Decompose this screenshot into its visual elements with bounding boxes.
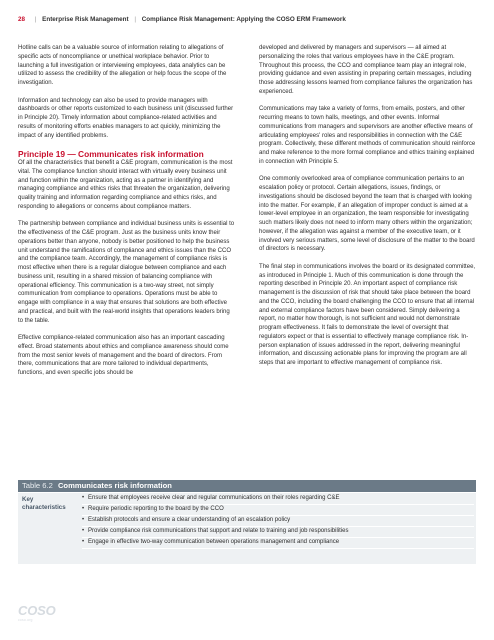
table-row-label: Key characteristics	[22, 496, 66, 511]
header-title-series: Enterprise Risk Management	[42, 16, 129, 23]
paragraph: developed and delivered by managers and supervisors — all aimed at personalizing the roles that various employees have in the C&E program. Throughout this process, the CCO and compliance team play an integral role, providing guidance and even assisting in preparing certain messages, including those addressing lessons learned from compliance failures the organization has experienced.	[259, 45, 473, 95]
table-number: Table 6.2	[22, 481, 53, 490]
coso-logo-tagline: coso.org	[18, 618, 33, 622]
paragraph: Hotline calls can be a valuable source of information relating to allegations of specific acts of noncompliance or unethical workplace behavior. Prior to launching a full investigation or interviewing employees, data analytics can be utilized to assess the credibility of the allegation or help focus the scope of the investigation.	[18, 45, 227, 86]
paragraph: The final step in communications involves the board or its designated committee, as introduced in Principle 1. Much of this communication is done through the reporting described in Principle 20. An important aspect of compliance risk management is the discussion of risk that should take place between the board and the CCO, including the board challenging the CCO to ensure that all internal and external compliance factors have been considered. Simply delivering a report, no matter how thorough, is not sufficient and would not demonstrate program effectiveness. It fails to demonstrate the level of oversight that regulators expect or that is essential to effectively manage compliance risk. In-person explanation of issues addressed in the report, delivering meaningful information, and discussing actionable plans for improving the program are all steps that are important to effective management of compliance risk.	[259, 263, 476, 366]
list-item: • Establish protocols and ensure a clear understanding of an escalation policy	[82, 516, 474, 527]
list-item: • Require periodic reporting to the board by the CCO	[82, 505, 474, 516]
list-item: • Provide compliance risk communications that support and relate to training and job responsibilities	[82, 527, 474, 538]
running-header	[18, 13, 478, 27]
paragraph: Communications may take a variety of forms, from emails, posters, and other recurring means to town halls, meetings, and other events. Informal communications from managers and supervisors are another effective means of articulating employees' roles and responsibilities in connection with the C&E program. Collectively, these different methods of communication should reinforce and make reference to the more formal compliance and ethics training explained in connection with Principle 5.	[259, 106, 476, 165]
left-column	[18, 44, 236, 387]
table-body	[18, 493, 476, 564]
paragraph: Of all the characteristics that benefit a C&E program, communication is the most vital. The compliance function should interact with virtually every business unit and function within the organization, acting as a partner in identifying and managing compliance and ethics risks that threaten the organization, delivering quality training and information regarding compliance and ethics risks, and responding to allegations or concerns about compliance matters.	[18, 160, 233, 210]
list-item: • Ensure that employees receive clear and regular communications on their roles regarding C&E	[82, 494, 474, 505]
list-item: • Engage in effective two-way communication between operations management and compliance	[82, 538, 474, 549]
table-title-bar	[18, 480, 476, 492]
header-separator: |	[34, 16, 37, 23]
paragraph: One commonly overlooked area of compliance communication pertains to an escalation policy or protocol. Certain allegations, issues, findings, or investigations should be disclosed beyond the team that is charged with looking into the matter. For example, if an allegation of improper conduct is aimed at a lower-level employee in an organization, the team responsible for investigating such matters likely does not need to inform many others within the organization; however, if the allegation was against a member of the executive team, or it involved very serious matters, some level of disclosure of the matter to the board of directors is necessary.	[259, 176, 475, 253]
table-title: Communicates risk information	[57, 481, 172, 490]
characteristics-list	[82, 494, 474, 549]
coso-logo	[18, 604, 58, 632]
paragraph: The partnership between compliance and individual business units is essential to the effectiveness of the C&E program. Just as the business units know their operations better than anyone, nobody is better positioned to help the business unit understand the ramifications of compliance and ethics issues than the CCO and the compliance team. Accordingly, the management of compliance risks is most effective when there is a regular dialogue between compliance and each business unit, resulting in a shared mission of balancing compliance with operational efficiency. This communication is a two-way street, not simply communication from compliance to operations. Operations must be able to engage with compliance in a way that ensures that solutions are both effective and practical, and built with the real-world insights that operations leaders bring to the table.	[18, 221, 235, 324]
page-number: 28	[18, 16, 26, 23]
paragraph: Effective compliance-related communication also has an important cascading effect. Broad statements about ethics and compliance awareness should come from the most senior levels of management and the board of directors. From there, communications that are more tailored to individual departments, functions, and even specific jobs should be	[18, 335, 229, 376]
header-title-document: Compliance Risk Management: Applying the COSO ERM Framework	[141, 16, 346, 23]
right-column	[259, 44, 477, 377]
section-heading: Principle 19 — Communicates risk information	[18, 149, 204, 159]
header-separator: |	[134, 16, 136, 23]
paragraph: Information and technology can also be used to provide managers with dashboards or other reports customized to each business unit (discussed further in Principle 20). Timely information about compliance-related activities and results of monitoring efforts enables managers to act quickly, minimizing the impact of any identified problems.	[18, 97, 234, 139]
coso-logo-word: COSO	[18, 603, 56, 618]
